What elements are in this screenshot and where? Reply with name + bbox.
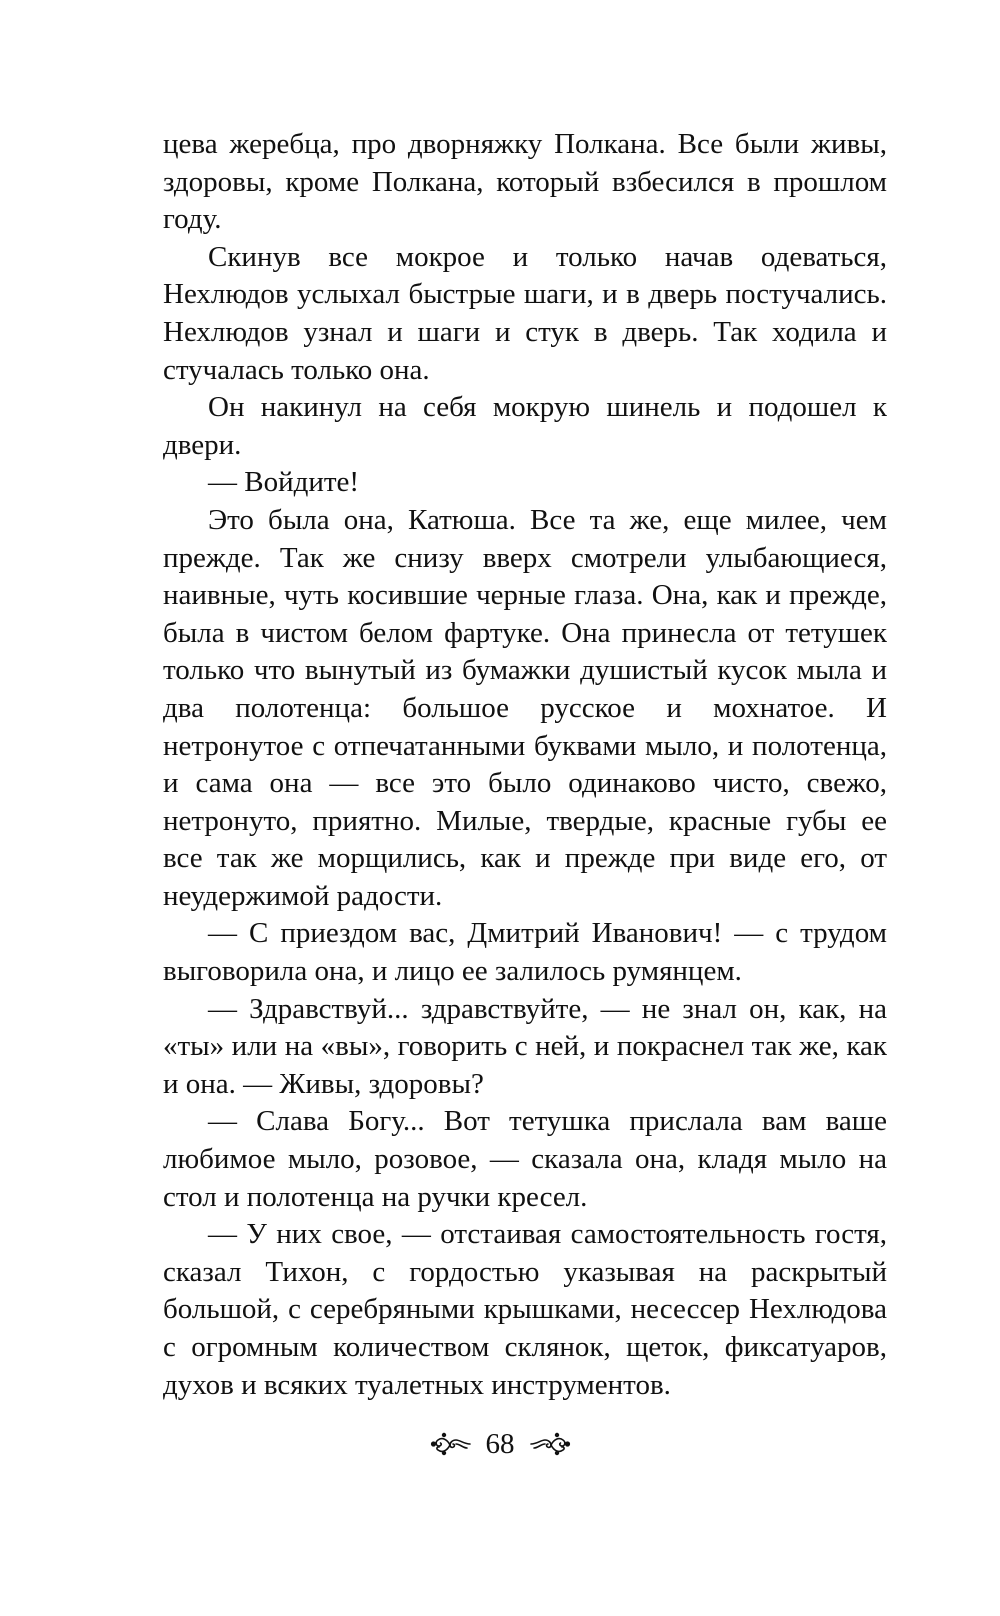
- paragraph: Это была она, Катюша. Все та же, еще милее, чем прежде. Так же снизу вверх смотрели улыбающиеся, наивные, чуть косившие черные глаза. Она, как и прежде, была в чистом белом фартуке. Она принесла от тетушек только что вынутый из бумажки душистый кусок мыла и два полотенца: большое русское и мохнатое. И нетронутое с отпечатанными буквами мыло, и полотенца, и сама она — все это было одинаково чисто, свежо, нетронуто, приятно. Милые, твердые, красные губы ее все так же морщились, как и прежде при виде его, от неудержимой радости.: [163, 503, 887, 912]
- dialogue-line: — Слава Богу... Вот тетушка прислала вам ваше любимое мыло, розовое, — сказала она, кладя мыло на стол и полотенца на ручки кресел.: [163, 1105, 887, 1213]
- left-scroll-ornament-icon: [430, 1431, 474, 1457]
- paragraph: Он накинул на себя мокрую шинель и подошел к двери.: [163, 391, 887, 461]
- right-scroll-ornament-icon: [527, 1431, 571, 1457]
- dialogue-line: — Войдите!: [208, 466, 360, 499]
- dialogue-line: — У них свое, — отстаивая самостоятельность гостя, сказал Тихон, с гордостью указывая на раскрытый большой, с серебряными крышками, несессер Нехлюдова с огромным количеством склянок, щеток, фиксатуаров, духов и всяких туалетных инструментов.: [163, 1218, 887, 1401]
- page-number: 68: [485, 1428, 515, 1460]
- paragraph-continued: цева жеребца, про дворняжку Полкана. Все были живы, здоровы, кроме Полкана, который взбесился в прошлом году.: [163, 128, 887, 236]
- dialogue-line: — С приездом вас, Дмитрий Иванович! — с трудом выговорила она, и лицо ее залилось румянцем.: [163, 917, 887, 988]
- page-folio: [0, 1428, 1000, 1460]
- body-text: [163, 126, 887, 1404]
- paragraph: Скинув все мокрое и только начав одеваться, Нехлюдов услыхал быстрые шаги, и в дверь постучались. Нехлюдов узнал и шаги и стук в дверь. Так ходила и стучалась только она.: [163, 240, 887, 386]
- dialogue-line: — Здравствуй... здравствуйте, — не знал он, как, на «ты» или на «вы», говорить с ней, и покраснел так же, как и она. — Живы, здоровы?: [163, 992, 887, 1100]
